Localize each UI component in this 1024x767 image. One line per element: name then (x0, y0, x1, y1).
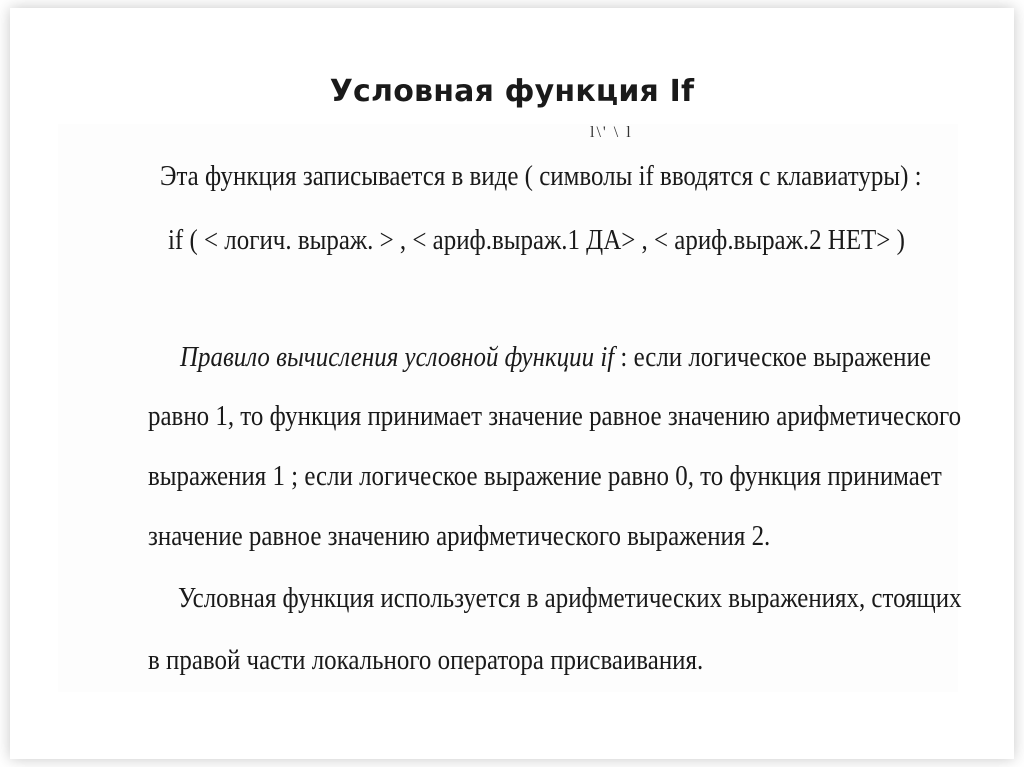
text-line-1: Эта функция записывается в виде ( символы if вводятся с клавиатуры) : (160, 160, 922, 192)
rule-text: : если логическое выражение (614, 341, 931, 373)
slide-title: Условная функция If (329, 74, 695, 109)
text-line-5: выражения 1 ; если логическое выражение равно 0, то функция принимает (148, 460, 942, 492)
text-line-4: равно 1, то функция принимает значение равное значению арифметического (148, 400, 962, 432)
text-line-rule (180, 341, 931, 374)
text-line-8: в правой части локального оператора присваивания. (148, 644, 704, 676)
rule-heading: Правило вычисления условной функции if (180, 341, 615, 373)
text-line-6: значение равное значению арифметического выражения 2. (148, 520, 771, 552)
scan-artifact: l\' \ l (590, 124, 633, 141)
text-line-syntax: if ( < логич. выраж. > , < ариф.выраж.1 ДА> , < ариф.выраж.2 НЕТ> ) (168, 224, 905, 256)
text-line-7: Условная функция используется в арифметических выражениях, стоящих (178, 582, 962, 614)
